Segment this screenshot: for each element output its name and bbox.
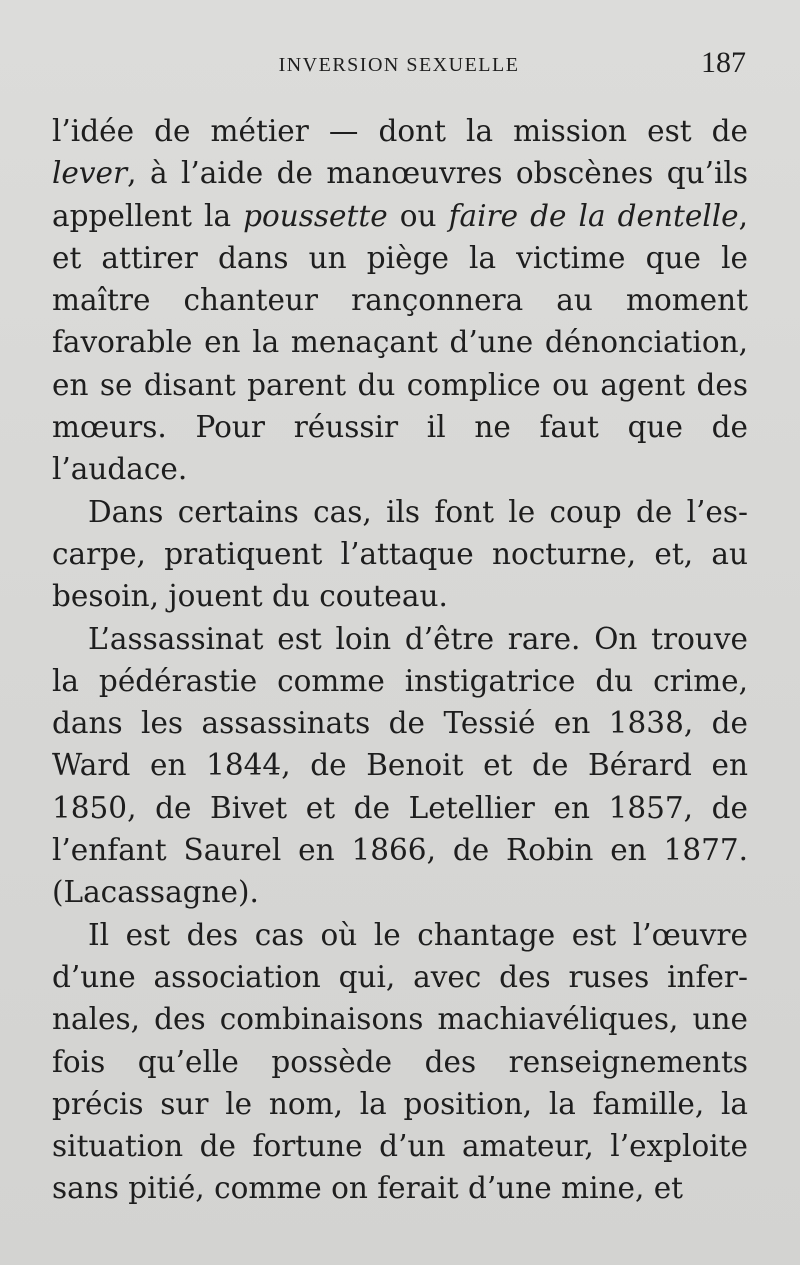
paragraph-1-text-d: , et attirer dans un piège la victime que le maître chanteur rançonnera au moment favorable en la menaçant d’une dénonciation, en se disant parent du complice ou agent des mœurs. Pour réussir il ne faut que de l’audace. (52, 198, 749, 487)
italic-term-poussette: poussette (243, 198, 388, 233)
page-header (52, 44, 746, 84)
italic-term-dentelle: faire de la dentelle (448, 198, 739, 233)
paragraph-3: L’assassinat est loin d’être rare. On trouve la pédérastie comme instigatrice du crime, dans les assassinats de Tessié en 1838, de Ward en 1844, de Benoit et de Bérard en 1850, de Bivet et de Letellier en 1857, de l’enfant Saurel en 1866, de Robin en 1877. (Lacassagne). (52, 621, 748, 910)
page-number: 187 (701, 46, 746, 79)
paragraph-1-text-a: l’idée de métier — dont la mission est de (52, 114, 748, 148)
paragraph-4: Il est des cas où le chantage est l’œuvre d’une association qui, avec des ruses infer-nales, des combinaisons machiavéliques, une fois qu’elle possède des renseignements précis sur le nom, la position, la famille, la situation de fortune d’un amateur, l’exploite sans pitié, comme on ferait d’une mine, et (52, 917, 748, 1206)
italic-term-lever: lever (52, 156, 128, 191)
body-text (52, 110, 748, 1210)
running-title: INVERSION SEXUELLE (278, 54, 520, 76)
paragraph-1 (52, 110, 748, 491)
paragraph-2: Dans certains cas, ils font le coup de l’es-carpe, pratiquent l’attaque nocturne, et, au besoin, jouent du couteau. (52, 494, 748, 614)
paragraph-1-text-c: ou (387, 198, 449, 233)
paragraph-1-text-b: , à l’aide de manœuvres obscènes qu’ils appellent la (52, 156, 748, 233)
